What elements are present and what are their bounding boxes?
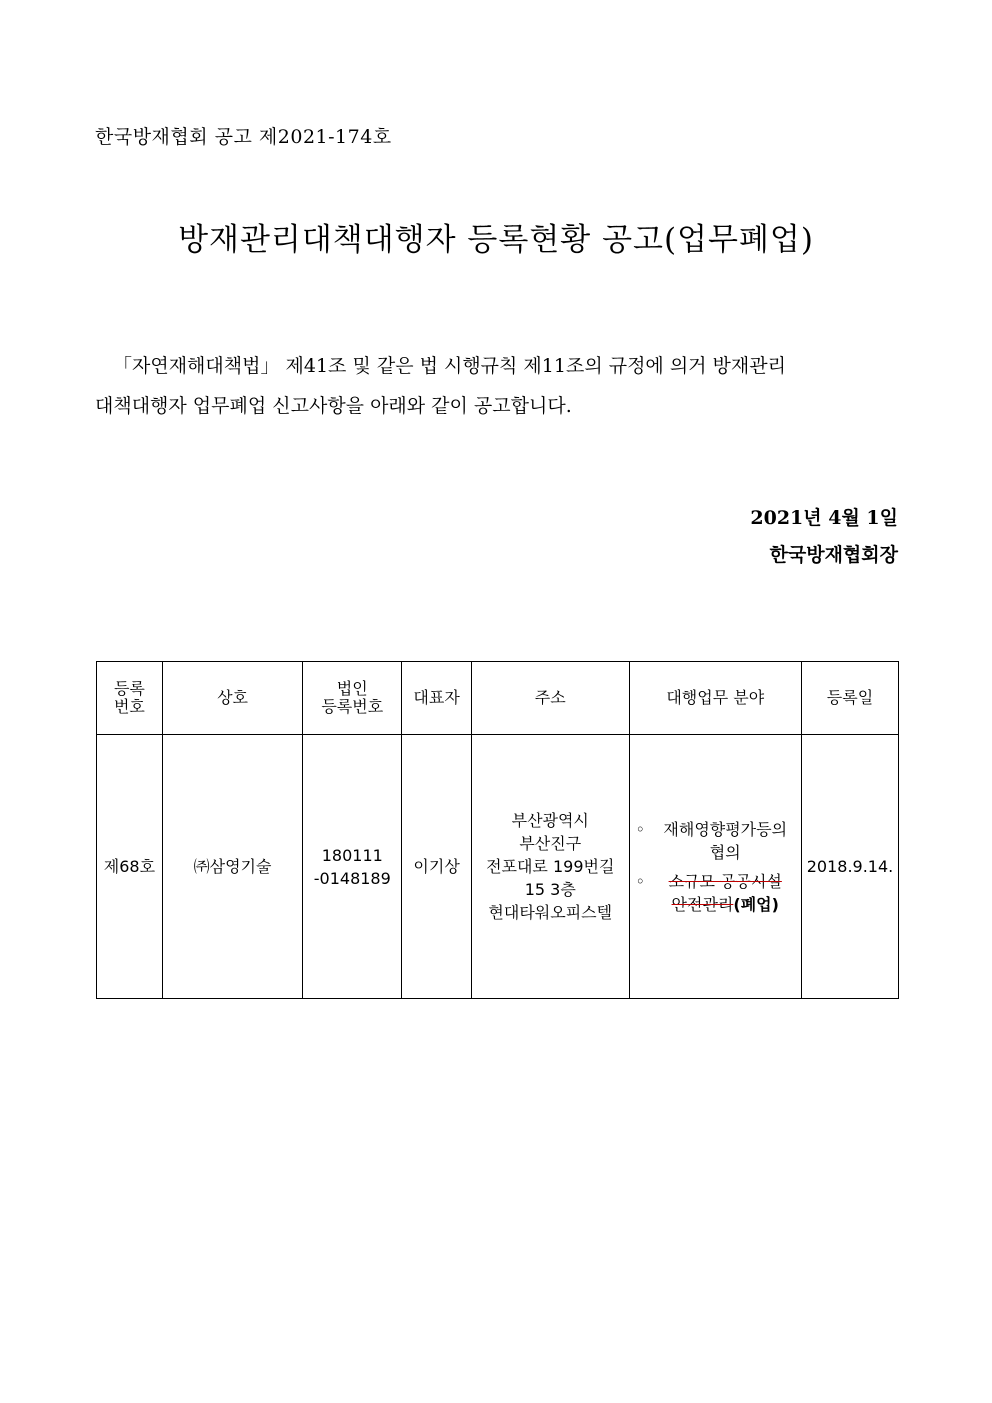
body-line-2: 대책대행자 업무폐업 신고사항을 아래와 같이 공고합니다. [95, 395, 572, 417]
header-company: 상호 [162, 662, 303, 735]
field-item: ◦ 재해영향평가등의 협의 [635, 819, 788, 862]
cell-company: ㈜삼영기술 [162, 735, 303, 999]
field-item-closed [636, 870, 801, 916]
bullet-icon: ◦ [635, 819, 645, 839]
header-representative: 대표자 [402, 662, 472, 735]
struck-text: 소규모 공공시설 [668, 871, 782, 891]
bullet-icon: ◦ [635, 871, 645, 891]
body-paragraph [95, 346, 898, 426]
signer: 한국방재협회장 [769, 544, 898, 566]
table-header-row [97, 662, 899, 735]
struck-text: 안전관리 [671, 894, 734, 914]
cell-representative: 이기상 [402, 735, 472, 999]
cell-reg-no: 제68호 [97, 735, 163, 999]
cell-address: 부산광역시 부산진구 전포대로 199번길 15 3층 현대타워오피스텔 [472, 735, 630, 999]
header-reg-date: 등록일 [801, 662, 898, 735]
header-corp-no: 법인 등록번호 [303, 662, 402, 735]
page-title: 방재관리대책대행자 등록현황 공고(업무폐업) [178, 222, 814, 258]
cell-reg-date: 2018.9.14. [801, 735, 898, 999]
closed-tag: (폐업) [733, 894, 779, 914]
cell-field [629, 735, 801, 999]
cell-corp-no: 180111 -0148189 [303, 735, 402, 999]
registration-table [96, 661, 899, 999]
header-address: 주소 [472, 662, 630, 735]
notice-date: 2021년 4월 1일 [750, 507, 898, 529]
header-field: 대행업무 분야 [629, 662, 801, 735]
notice-number: 한국방재협회 공고 제2021-174호 [95, 126, 392, 148]
table-row [97, 735, 899, 999]
header-reg-no: 등록 번호 [97, 662, 163, 735]
body-line-1: 「자연재해대책법」 제41조 및 같은 법 시행규칙 제11조의 규정에 의거 방재관리 [113, 355, 786, 377]
